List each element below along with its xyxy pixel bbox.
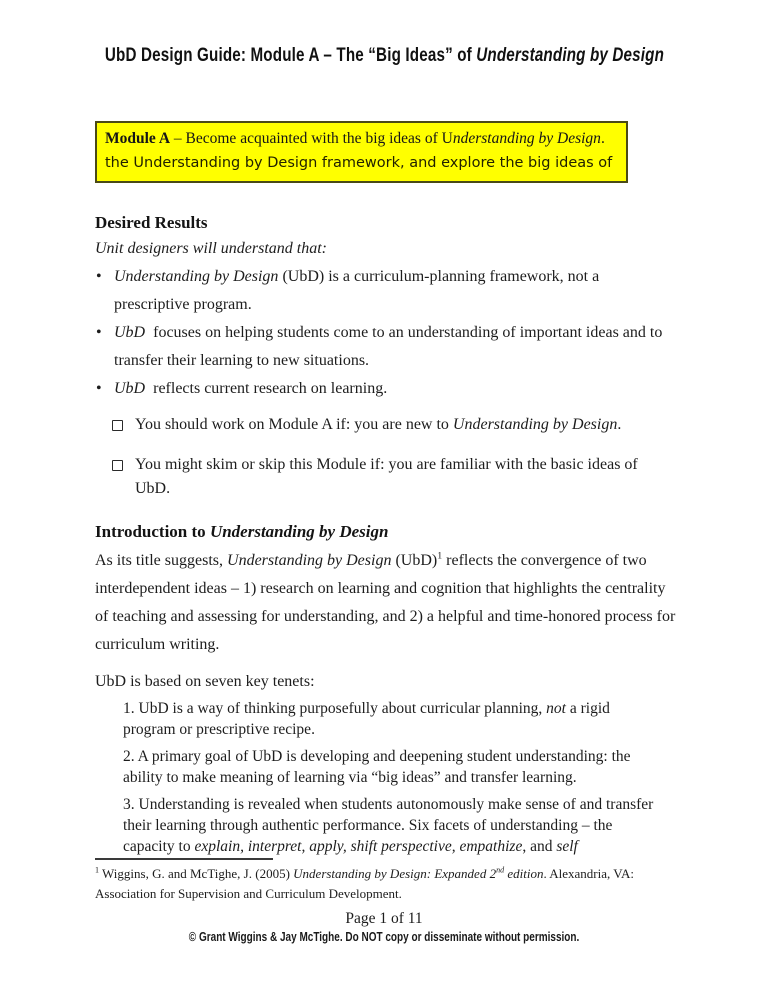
understand-lead-line: Unit designers will understand that: <box>95 240 327 257</box>
module-box-line2: the Understanding by Design framework, and explore the big ideas of <box>105 155 613 171</box>
tenet-paragraph: 1. UbD is a way of thinking purposefully about curricular planning, not a rigid program or prescriptive recipe. <box>123 700 614 738</box>
checkbox-item <box>112 453 673 501</box>
copyright-text: © Grant Wiggins & Jay McTighe. Do NOT copy or disseminate without permission. <box>188 930 580 944</box>
page-footer <box>0 908 768 944</box>
page-number: Page 1 of 11 <box>345 910 423 927</box>
bullet-icon: • <box>96 324 102 341</box>
bullet-text: UbD focuses on helping students come to an understanding of important ideas and to transfer their learning to new situations. <box>114 324 667 369</box>
footnote-section <box>95 858 680 904</box>
tenet-paragraph: 3. Understanding is revealed when students autonomously make sense of and transfer their learning through authentic performance. Six facets of understanding – the capacity to explain, interpret, apply, shift perspective, empathize, and self <box>123 796 658 855</box>
bullet-item <box>95 319 673 375</box>
module-box-line1: Module A – Become acquainted with the big ideas of Understanding by Design. <box>105 130 605 147</box>
bullet-text: UbD reflects current research on learning. <box>114 380 388 397</box>
introduction-heading: Introduction to Understanding by Design <box>95 522 389 541</box>
document-title <box>0 0 768 67</box>
checkbox-text: You might skim or skip this Module if: you are familiar with the basic ideas of UbD. <box>135 456 642 497</box>
introduction-paragraph: As its title suggests, Understanding by Design (UbD)$^1$ reflects the convergence of two interdependent ideas – 1) research on learning and cognition that highlights the centrality of teaching and assessing for understanding, and 2) a helpful and time-honored process for curriculum writing. <box>95 550 680 653</box>
tenets-intro-line: UbD is based on seven key tenets: <box>95 673 315 690</box>
bullet-icon: • <box>96 268 102 285</box>
checkbox-icon <box>112 460 123 471</box>
module-highlight-box <box>95 121 628 183</box>
footnote-separator-rule <box>95 858 273 860</box>
bullet-icon: • <box>96 380 102 397</box>
checkbox-item <box>112 413 673 437</box>
footnote-text: $^1$ Wiggins, G. and McTighe, J. (2005) Understanding by Design: Expanded 2nd edition. Alexandria, VA: Association for Supervision and Curriculum Development. <box>95 865 637 901</box>
bullet-item <box>95 263 673 319</box>
bullet-text: Understanding by Design (UbD) is a curriculum-planning framework, not a prescriptive program. <box>114 268 604 313</box>
copyright-line <box>0 930 768 944</box>
checkbox-icon <box>112 420 123 431</box>
document-title-text: UbD Design Guide: Module A – The “Big Ideas” of Understanding by Design <box>104 45 664 66</box>
bullet-item <box>95 375 673 403</box>
desired-results-heading: Desired Results <box>95 213 208 232</box>
checkbox-text: You should work on Module A if: you are new to Understanding by Design. <box>135 416 622 433</box>
document-body <box>95 211 680 857</box>
tenet-paragraph: 2. A primary goal of UbD is developing and deepening student understanding: the ability to make meaning of learning via “big ideas” and transfer learning. <box>123 748 635 786</box>
